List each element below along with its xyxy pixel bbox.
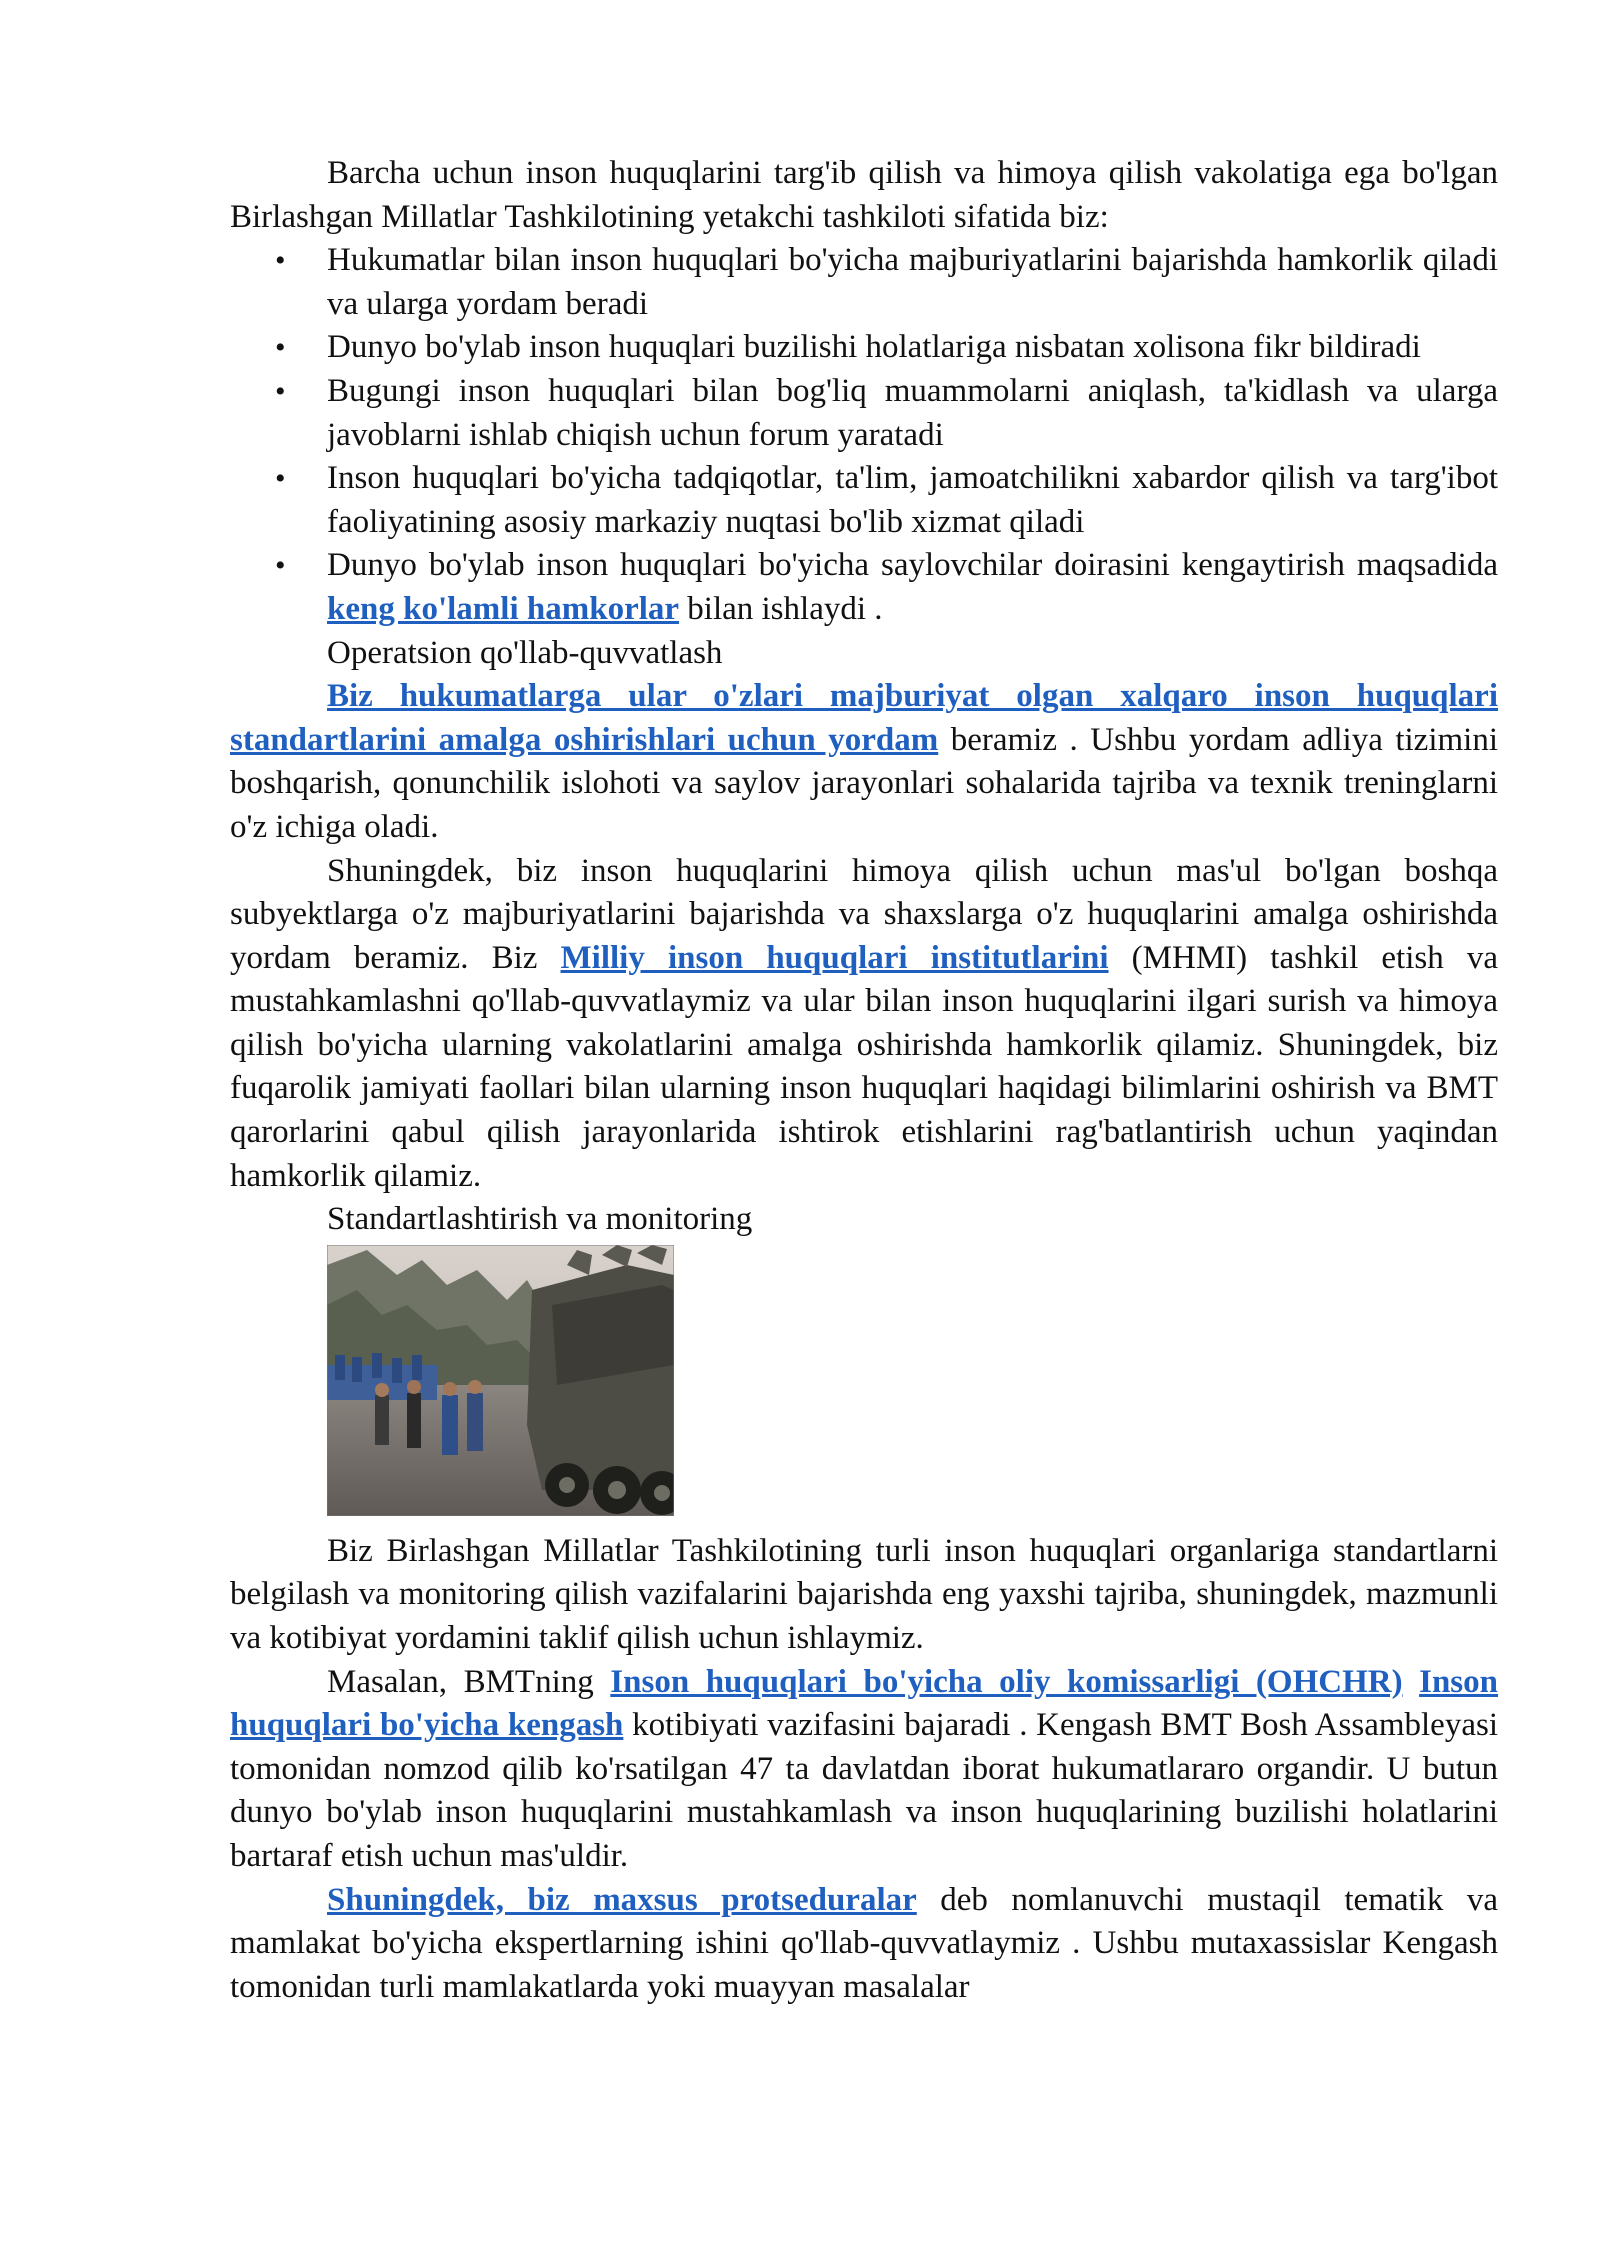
human-rights-council-link[interactable]: Inson huquqlari bo'yicha kengash (230, 1663, 1498, 1744)
list-item: • Inson huquqlari bo'yicha tadqiqotlar, ta'lim, jamoatchilikni xabardor qilish va targ'ibot faoliyatining asosiy markaziy nuqtasi bo'lib xizmat qiladi (327, 457, 1498, 544)
special-procedures-link[interactable]: Shuningdek, biz maxsus protseduralar (327, 1881, 917, 1918)
ohchr-paragraph (230, 1661, 1498, 1879)
list-item: • Dunyo bo'ylab inson huquqlari buzilishi holatlariga nisbatan xolisona fikr bildiradi (327, 326, 1498, 370)
street-patrol-photo (327, 1245, 674, 1516)
standards-assistance-link[interactable]: Biz hukumatlarga ular o'zlari majburiyat olgan xalqaro inson huquqlari standartlarini amalga oshirishlari uchun yordam (230, 678, 1498, 758)
section-heading-support: Operatsion qo'llab-quvvatlash (327, 634, 723, 671)
mandate-list (230, 239, 1498, 631)
paragraph-text: deb nomlanuvchi mustaqil tematik va mamlakat bo'yicha ekspertlarning ishini qo'llab-quvvatlaymiz . Ushbu mutaxassislar Kengash tomonidan turli mamlakatlarda yoki muayyan masalalar (230, 1881, 1498, 2005)
list-item: • Bugungi inson huquqlari bilan bog'liq muammolarni aniqlash, ta'kidlash va ularga javoblarni ishlab chiqish uchun forum yaratadi (327, 370, 1498, 457)
paragraph-text: kotibiyati vazifasini bajaradi . Kengash BMT Bosh Assambleyasi tomonidan nomzod qilib ko'rsatilgan 47 ta davlatdan iborat hukumatlararo organdir. U butun dunyo bo'ylab inson huquqlarini mustahkamlash va inson huquqlarining buzilishi holatlarini bartaraf etish uchun mas'uldir. (230, 1707, 1498, 1874)
paragraph-text: beramiz . Ushbu yordam adliya tizimini boshqarish, qonunchilik islohoti va saylov jarayonlari sohalarida tajriba va texnik treninglarni o'z ichiga oladi. (230, 721, 1498, 845)
photo-container (230, 1245, 1498, 1526)
national-institutions-link[interactable]: Milliy inson huquqlari institutlarini (560, 939, 1109, 976)
support-paragraph (230, 675, 1498, 849)
partners-link[interactable]: keng ko'lamli hamkorlar (327, 590, 680, 627)
ohchr-link[interactable]: Inson huquqlari bo'yicha oliy komissarligi (OHCHR) (610, 1663, 1403, 1700)
list-item-text: bilan ishlaydi . (679, 590, 883, 627)
section-heading-standards: Standartlashtirish va monitoring (327, 1201, 753, 1238)
list-item: • Hukumatlar bilan inson huquqlari bo'yicha majburiyatlarini bajarishda hamkorlik qiladi va ularga yordam beradi (327, 239, 1498, 326)
intro-paragraph: Barcha uchun inson huquqlarini targ'ib qilish va himoya qilish vakolatiga ega bo'lgan Birlashgan Millatlar Tashkilotining yetakchi tashkiloti sifatida biz: (230, 155, 1498, 235)
bodies-paragraph: Biz Birlashgan Millatlar Tashkilotining turli inson huquqlari organlariga standartlarni belgilash va monitoring qilish vazifalarini bajarishda eng yaxshi tajriba, shuningdek, mazmunli va kotibiyat yordamini taklif qilish uchun ishlaymiz. (230, 1532, 1498, 1657)
paragraph-text: Shuningdek, biz inson huquqlarini himoya qilish uchun mas'ul bo'lgan boshqa subyektlarga o'z majburiyatlarini bajarishda va shaxslarga o'z huquqlarini amalga oshirishda yordam beramiz. Biz (230, 852, 1498, 976)
institutions-paragraph (230, 850, 1498, 1199)
paragraph-text: Masalan, BMTning (327, 1663, 611, 1700)
special-procedures-paragraph (230, 1879, 1498, 2010)
list-item (327, 544, 1498, 631)
paragraph-text: (MHMI) tashkil etish va mustahkamlashni qo'llab-quvvatlaymiz va ular bilan inson huquqlarini ilgari surish va himoya qilish bo'yicha ularning vakolatlarini amalga oshirishda hamkorlik qilamiz. Shuningdek, biz fuqarolik jamiyati faollari bilan ularning inson huquqlari haqidagi bilimlarini oshirish va BMT qarorlarini qabul qilish jarayonlarida ishtirok etishlarini rag'batlantirish uchun yaqindan hamkorlik qilamiz. (230, 939, 1498, 1194)
paragraph-text (1403, 1664, 1420, 1700)
list-item-text: Dunyo bo'ylab inson huquqlari bo'yicha saylovchilar doirasini kengaytirish maqsadida (327, 547, 1498, 584)
